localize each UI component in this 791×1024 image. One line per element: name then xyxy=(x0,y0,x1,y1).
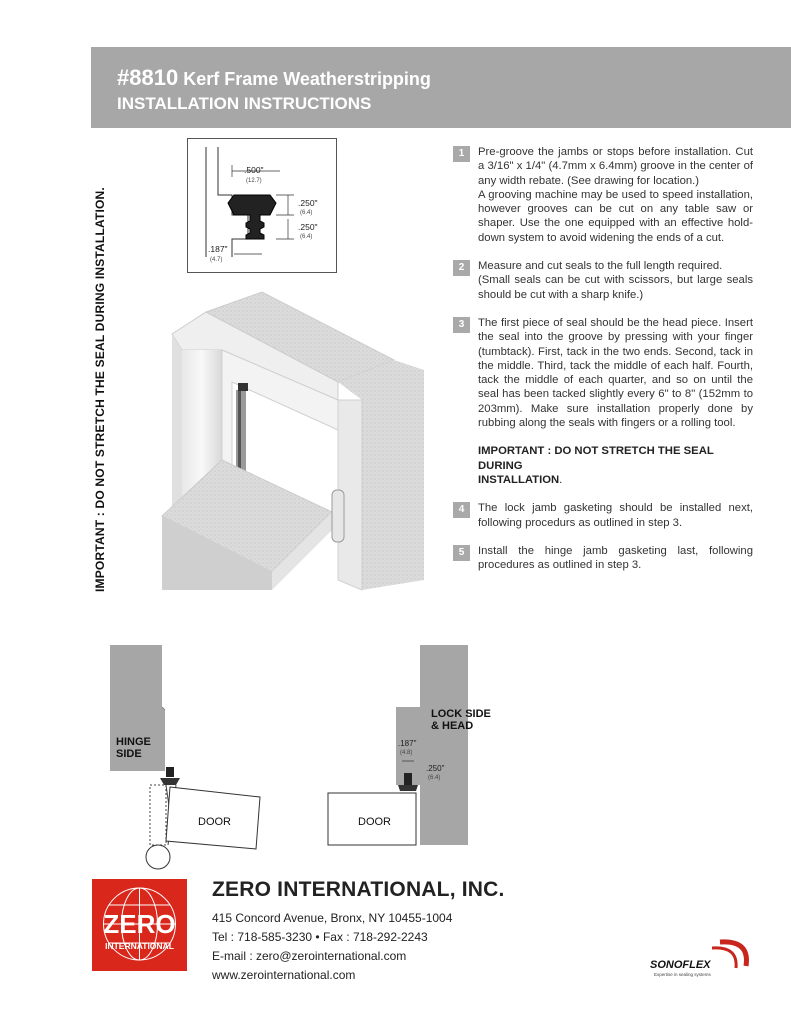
step-1 xyxy=(453,145,753,245)
lock-dim-1-mm: (4.8) xyxy=(400,750,413,756)
step-text: Install the hinge jamb gasketing last, following procedures as outlined in step 3. xyxy=(478,544,753,572)
logo-word: ZERO xyxy=(103,909,176,939)
step-text: Measure and cut seals to the full length required. xyxy=(478,260,723,273)
frame-illustration xyxy=(162,290,442,590)
dim-base-label: .187" xyxy=(208,244,228,254)
company-website[interactable]: www.zerointernational.com xyxy=(212,968,356,982)
hinge-label-1: HINGE xyxy=(116,736,151,748)
lock-dim-2: .250" xyxy=(426,764,445,773)
dim-bottom-mm: (6.4) xyxy=(300,234,313,240)
step-3 xyxy=(453,316,753,430)
lock-door-label: DOOR xyxy=(358,816,391,828)
step-4 xyxy=(453,501,753,530)
sonoflex-tagline: Expertise in sealing systems xyxy=(654,972,711,977)
dim-bottom-label: .250" xyxy=(298,222,318,232)
vertical-warning: IMPORTANT : DO NOT STRETCH THE SEAL DURING INSTALLATION. xyxy=(93,187,107,592)
dim-width-mm: (12.7) xyxy=(246,178,262,184)
hinge-door-label: DOOR xyxy=(198,816,231,828)
hinge-side-diagram xyxy=(110,645,280,875)
product-number: #8810 xyxy=(117,65,179,90)
company-address: 415 Concord Avenue, Bronx, NY 10455-1004 xyxy=(212,911,453,925)
zero-international-logo xyxy=(92,879,187,971)
step-text-continued: A grooving machine may be used to speed installation, however grooves can be cut on any table saw or shaper. Use the one equipped with an effective hold-down system to avoid widening the ends of a cut. xyxy=(478,188,753,244)
product-name: Kerf Frame Weatherstripping xyxy=(183,69,431,89)
step-text: Pre-groove the jambs or stops before installation. Cut a 3/16" x 1/4" (4.7mm x 6.4mm) groove in the center of any width rebate. (See drawing for location.) xyxy=(478,146,753,187)
important-line-1: IMPORTANT : DO NOT STRETCH THE SEAL DURING xyxy=(478,445,714,472)
step-number-badge: 5 xyxy=(453,545,470,561)
step-number-badge: 4 xyxy=(453,502,470,518)
sonoflex-logo xyxy=(650,938,760,980)
step-text: The lock jamb gasketing should be installed next, following procedurs as outlined in step 3. xyxy=(478,502,753,529)
company-info xyxy=(212,878,505,985)
company-email[interactable]: E-mail : zero@zerointernational.com xyxy=(212,949,407,963)
dim-base-mm: (4.7) xyxy=(210,257,223,263)
lock-label-1: LOCK SIDE xyxy=(431,708,491,720)
step-number-badge: 1 xyxy=(453,146,470,162)
sonoflex-word: SONOFLEX xyxy=(650,959,711,971)
step-text: The first piece of seal should be the head piece. Insert the seal into the groove by pressing with your finger (tumbtack). First, tack in the two ends. Second, tack in the middle. Third, tack the middle of each half. Fourth, tack the middle of each quarter, and so on until the seal has been tacked slightly every 6" to 8" (152mm to 203mm). Make sure installation properly done by rubbing along the seals with fingers or a rolling tool. xyxy=(478,316,753,430)
step-number-badge: 2 xyxy=(453,260,470,276)
step-5 xyxy=(453,544,753,573)
instruction-steps xyxy=(453,145,753,572)
dim-top-mm: (6.4) xyxy=(300,210,313,216)
important-line-2: INSTALLATION xyxy=(478,473,560,486)
company-phones: Tel : 718-585-3230 • Fax : 718-292-2243 xyxy=(212,930,428,944)
important-period: . xyxy=(559,473,563,486)
step-number-badge: 3 xyxy=(453,317,470,333)
title-banner xyxy=(91,47,791,128)
lock-label-2: & HEAD xyxy=(431,720,474,732)
lock-dim-1: .187" xyxy=(398,739,417,748)
dim-top-label: .250" xyxy=(298,198,318,208)
hinge-label-2: SIDE xyxy=(116,748,142,760)
dim-width-label: .500" xyxy=(244,165,264,175)
lock-side-diagram xyxy=(318,645,491,850)
lock-dim-2-mm: (6.4) xyxy=(428,775,441,781)
product-title xyxy=(117,65,431,91)
step-2 xyxy=(453,259,753,302)
step-text-continued: (Small seals can be cut with scissors, but large seals should be cut with a sharp knife.) xyxy=(478,274,753,301)
important-note xyxy=(453,444,753,487)
seal-profile-drawing xyxy=(187,138,337,273)
company-name: ZERO INTERNATIONAL, INC. xyxy=(212,878,505,901)
document-subtitle: INSTALLATION INSTRUCTIONS xyxy=(117,94,372,113)
logo-subword: INTERNATIONAL xyxy=(105,941,174,951)
